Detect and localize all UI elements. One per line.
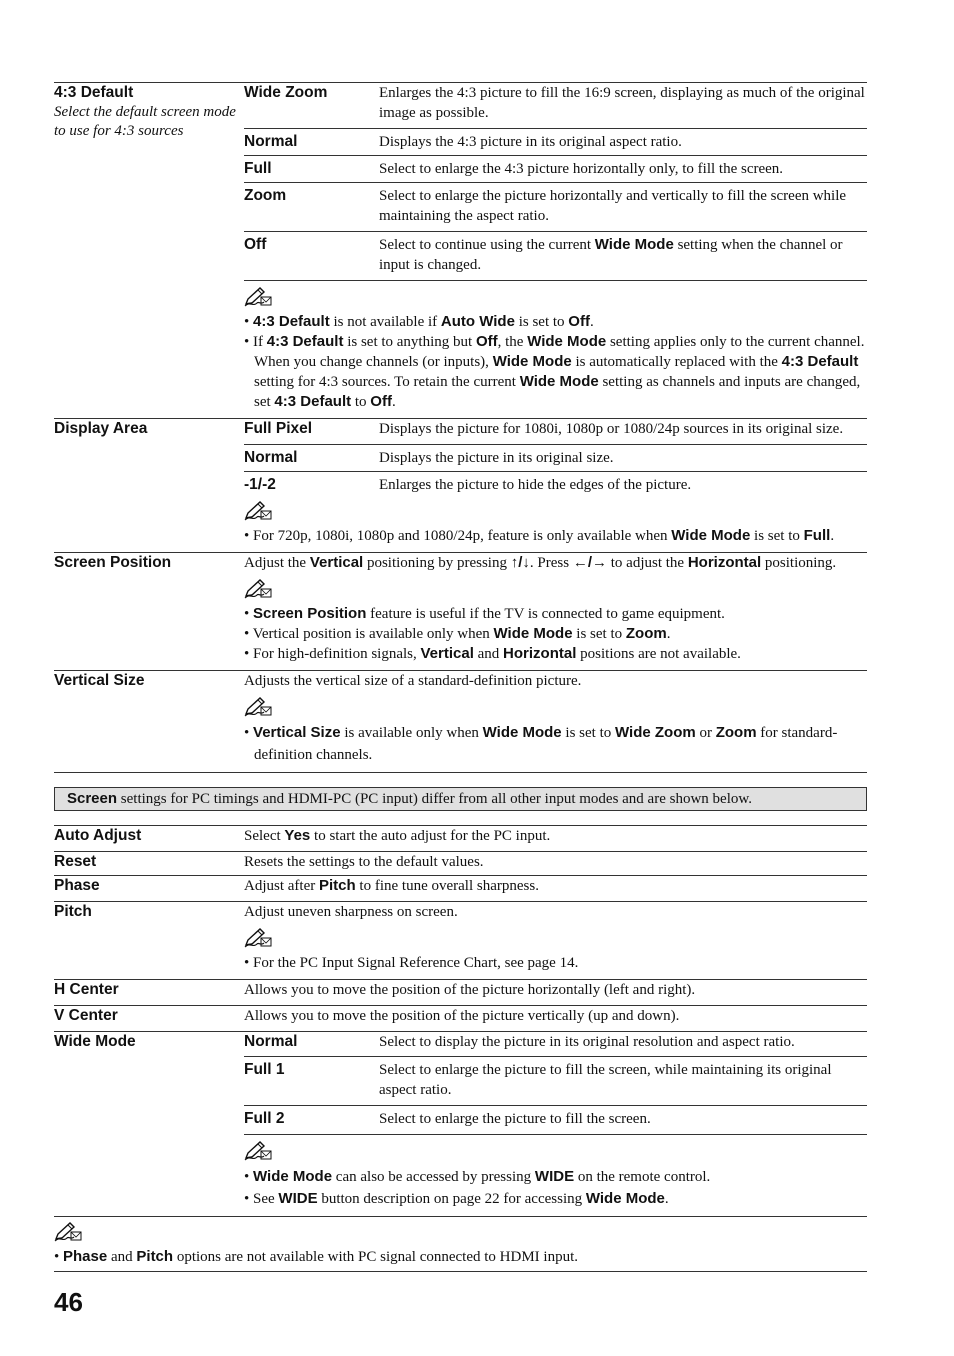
- option-row: Off Select to continue using the current Wide Mode setting when the channel or input is changed.: [244, 231, 867, 280]
- pc-settings-banner: Screen settings for PC timings and HDMI-PC (PC input) differ from all other input modes and are shown below.: [54, 787, 867, 811]
- section-vertical-size: [54, 670, 867, 773]
- note-item: • For the PC Input Signal Reference Chart, see page 14.: [244, 955, 579, 971]
- note-item: • Vertical Size is available only when Wide Mode is set to Wide Zoom or Zoom for standard-definition channels.: [244, 724, 838, 763]
- option-row: Full Pixel Displays the picture for 1080i, 1080p or 1080/24p sources in its original size.: [244, 420, 844, 437]
- option-row: Normal Select to display the picture in its original resolution and aspect ratio.: [244, 1033, 795, 1050]
- section-display-area: [54, 418, 867, 552]
- section-title: Auto Adjust: [54, 827, 142, 844]
- section-text: Adjust after Pitch to fine tune overall sharpness.: [244, 877, 539, 894]
- note-pencil-icon: [244, 1140, 272, 1162]
- section-text: Adjust the Vertical positioning by pressing ↑/↓. Press ←/→ to adjust the Horizontal positioning.: [244, 554, 837, 571]
- section-pitch: [54, 901, 867, 979]
- section-text: Adjust uneven sharpness on screen.: [244, 904, 458, 920]
- page-number: 46: [54, 1287, 83, 1317]
- option-row: Full 2 Select to enlarge the picture to fill the screen.: [244, 1105, 867, 1134]
- section-subtitle: Select the default screen mode to use for 4:3 sources: [54, 104, 236, 139]
- note-block: [244, 691, 867, 772]
- option-row: Full Select to enlarge the 4:3 picture horizontally only, to fill the screen.: [244, 155, 867, 182]
- section-title: Wide Mode: [54, 1033, 136, 1050]
- note-pencil-icon: [244, 927, 272, 949]
- option-row: Wide Zoom Enlarges the 4:3 picture to fill the 16:9 screen, displaying as much of the original image as possible.: [244, 84, 865, 121]
- section-title: H Center: [54, 981, 119, 998]
- note-item: • Screen Position feature is useful if the TV is connected to game equipment.: [244, 605, 725, 622]
- section-v-center: [54, 1005, 867, 1031]
- note-item: • Phase and Pitch options are not available with PC signal connected to HDMI input.: [54, 1248, 579, 1265]
- note-pencil-icon: [244, 578, 272, 600]
- note-item: • Vertical position is available only when Wide Mode is set to Zoom.: [244, 625, 671, 642]
- page: [54, 82, 867, 1272]
- option-row: Normal Displays the picture in its original size.: [244, 444, 867, 471]
- up-down-arrow-icon: ↑/↓: [510, 554, 530, 571]
- note-item: • Wide Mode can also be accessed by pressing WIDE on the remote control.: [244, 1168, 711, 1185]
- left-right-arrow-icon: ←/→: [572, 554, 607, 571]
- option-row: -1/-2 Enlarges the picture to hide the edges of the picture.: [244, 476, 692, 493]
- note-item: • For 720p, 1080i, 1080p and 1080/24p, feature is only available when Wide Mode is set to Full.: [244, 527, 835, 544]
- section-title: Screen Position: [54, 554, 172, 571]
- note-pencil-icon: [54, 1221, 82, 1243]
- note-pencil-icon: [244, 286, 272, 308]
- section-reset: [54, 851, 867, 875]
- note-pencil-icon: [244, 500, 272, 522]
- section-text: Adjusts the vertical size of a standard-definition picture.: [244, 673, 582, 689]
- note-item: • If 4:3 Default is set to anything but Off, the Wide Mode setting applies only to the current channel. When you change channels (or inputs), Wide Mode is automatically replaced with the 4:3 Default setting for 4:3 sources. To retain the current Wide Mode setting as channels and inputs are changed, set 4:3 Default to Off.: [244, 333, 865, 410]
- note-item: • See WIDE button description on page 22 for accessing Wide Mode.: [244, 1190, 669, 1207]
- section-screen-position: [54, 552, 867, 670]
- section-title: Pitch: [54, 903, 92, 920]
- section-text: Allows you to move the position of the picture horizontally (left and right).: [244, 982, 696, 998]
- section-title: Phase: [54, 877, 100, 894]
- note-block: [244, 573, 867, 670]
- note-block: [244, 1135, 867, 1216]
- section-text: Allows you to move the position of the picture vertically (up and down).: [244, 1008, 680, 1024]
- note-pencil-icon: [244, 696, 272, 718]
- section-title: Display Area: [54, 420, 148, 437]
- option-row: Full 1 Select to enlarge the picture to fill the screen, while maintaining its original aspect ratio.: [244, 1056, 867, 1105]
- note-item: • 4:3 Default is not available if Auto Wide is set to Off.: [244, 313, 594, 330]
- section-auto-adjust: [54, 825, 867, 851]
- note-block: [244, 495, 867, 552]
- section-wide-mode: [54, 1031, 867, 1217]
- note-block: [244, 281, 867, 418]
- section-phase: [54, 875, 867, 901]
- option-row: Normal Displays the 4:3 picture in its original aspect ratio.: [244, 128, 867, 155]
- section-title: 4:3 Default: [54, 84, 134, 101]
- option-row: Zoom Select to enlarge the picture horizontally and vertically to fill the screen while maintaining the aspect ratio.: [244, 182, 867, 231]
- footer-note: [54, 1221, 867, 1272]
- section-text: Resets the settings to the default values.: [244, 854, 484, 870]
- section-4-3-default: [54, 82, 867, 418]
- section-text: Select Yes to start the auto adjust for the PC input.: [244, 827, 551, 844]
- note-block: [244, 922, 867, 979]
- note-item: • For high-definition signals, Vertical and Horizontal positions are not available.: [244, 645, 741, 662]
- section-h-center: [54, 979, 867, 1005]
- section-title: Vertical Size: [54, 672, 145, 689]
- section-title: V Center: [54, 1007, 118, 1024]
- section-title: Reset: [54, 853, 97, 870]
